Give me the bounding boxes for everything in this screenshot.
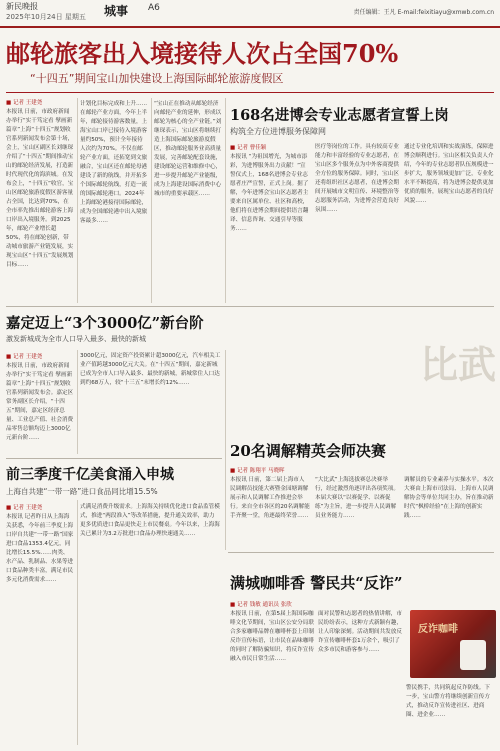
- mediators-column-2: “大比武”上海选拔赛总决赛举行，经过激烈角逐评出各项奖项。本届大赛以“以赛促学、以赛促练”为主旨，进一步提升人民调解员业务能力……: [315, 477, 399, 519]
- photo-caption-text: 反诈咖啡: [418, 624, 458, 635]
- section-title: 城事: [104, 4, 129, 18]
- coffee-headline: 满城咖啡香 警民共“反诈”: [230, 574, 403, 592]
- column-divider: [225, 98, 226, 303]
- lead-rule: [6, 92, 494, 93]
- volunteer-column-2: 医疗等岗位的工作。具有较高专业能力和丰富经验的专业志愿者，在宝山区多个服务点为中外客商提供全方位的服务保障。同时，宝山区还将组织社区志愿者，在进博会期间开展城市文明宣传、环境整治等志愿服务活动，为进博会营造良好氛围……: [315, 144, 399, 213]
- jiading-column-1: 本报讯 日前，市政府新闻办举行“实干笃定看 擘画新篇章”上海“十四五”规划收官系列新闻发布会。嘉定区常务副区长介绍，“十四五”期间，嘉定区经济总量、工业总产值、社会消费品零售总额均迈上3000亿元新台阶……: [6, 363, 74, 441]
- section-rule: [6, 306, 494, 307]
- mediators-column-3: 调解员的专业素养与实操水平。本次大赛由上海市司法局、上海市人民调解协会等单位共同主办，旨在推动新时代“枫桥经验”在上海的创新实践……: [404, 477, 494, 519]
- lead-column-1: 本报讯 日前，市政府新闻办举行“实干笃定看 擘画新篇章”上海“十四五”规划收官系列新闻发布会第十场，会上，宝山区副区长刘继琛介绍了“十四五”期间推动宝山的邮轮经济发展，打造新时代现代化的海滨城。在发布会上，“十四五”收官，宝山区邮轮旅游度假区游客量占全国，比达到70%，在全市率先推出邮轮游客上海口岸出入境服务。到2025年，邮轮产业增长超50%，将在邮轮创新，带动城市旅游产业链发展，实现宝山区“十四五”发展规划目标……: [6, 109, 74, 268]
- lead-column-3: “宝山正在推动从邮轮经济向邮轮产业的延伸，形成以邮轮为核心的全产业链。”刘继琛表示，宝山区将继续打造上海国际邮轮旅游度假区，推动邮轮服务业高质量发展，完善邮轮配套设施，建设邮轮运营和维修中心，进一步提升邮轮产业能级，成为上海建设国际消费中心城市的重要承载区……: [154, 101, 222, 197]
- column-divider: [77, 350, 78, 454]
- volunteer-byline: ■ 记者 曹佳颖: [230, 145, 267, 151]
- column-divider: [77, 98, 78, 303]
- volunteer-column-1: 本报讯 “为祖国增光，为城市添彩，为进博服务出力贡献！”宣誓仪式上，168名进博会专业志愿者庄严宣誓，正式上岗。据了解，今年进博会宝山区志愿者主要来自区属单位、社区和高校，他们将在进博会期间提供语言翻译、信息咨询、交通引导等服务……: [230, 154, 309, 232]
- section-rule: [6, 458, 222, 459]
- lead-headline: 邮轮旅客出入境接待人次占全国70%: [6, 39, 399, 68]
- coffee-column-2: 面对民警和志愿者的热情讲解，市民纷纷表示，这种方式新颖有趣，让人印象深刻。活动期间共发放反诈宣传咖啡杯套1万余个，吸引了众多市民和游客参与……: [318, 611, 402, 653]
- imports-column-1: 本报讯 记者昨日从上海海关获悉，今年前三季度上海口岸自共建“一带一路”国家进口食品1353.4亿元，同比增长15.5%……肉类、水产品、乳制品、水果等进口食品种类丰富，满足市民多元化消费需求……: [6, 514, 74, 583]
- volunteer-column-3: 通过专业化培训和实战演练，保障进博会顺利进行。宝山区相关负责人介绍，今年的专业志愿者队伍规模进一步扩大，服务领域更加广泛，专业化水平不断提高，将为进博会提供更加优质的服务，展现宝山志愿者的良好风貌……: [404, 144, 494, 204]
- editor-credit: 责任编辑：王凡 E-mail:feixitiayu@xmwb.com.cn: [353, 9, 494, 16]
- jiading-subheadline: 激发新城成为全市人口导入最多、最快的新城: [6, 335, 146, 343]
- column-divider: [151, 98, 152, 303]
- jiading-column-2: 3000亿元，固定资产投资累计超3000亿元，汽车相关工业产值跨越3000亿元大关。在“十四五”期间，嘉定新城已成为全市人口导入最多、最快的新城，新城常住人口达到约68万人，较“十三五”末增长约12%……: [80, 353, 221, 386]
- lead-column-2: 计划化目标完成和上升……在邮轮产业方面，今年上半年，邮轮接待游客数量，上海宝山口岸已接待入境游客量约50%，预计全年接待人次约为70%。不仅在邮轮产业方面，还拓宽到文旅融合，宝山区还在邮轮母港建设了新的航线，并开拓多个国际邮轮航线，打造一流的国际邮轮港口。2024年上海邮轮港接待国际邮轮，成为全国邮轮港中出入境旅客最多……: [80, 101, 148, 224]
- mediators-headline: 20名调解精英会师决赛: [230, 442, 386, 460]
- column-divider: [77, 500, 78, 745]
- calligraphy-background: 比武: [419, 342, 496, 387]
- coffee-column-3: 警民携手，共同筑起反诈防线。下一步，宝山警方将继续创新宣传方式，推动反诈宣传进社区、进商圈、进企业……: [406, 685, 490, 718]
- column-divider: [225, 350, 226, 550]
- volunteer-subheadline: 构筑全方位进博服务保障网: [230, 127, 326, 136]
- coffee-cup-photo: [410, 610, 496, 678]
- newspaper-logo: 新民晚报: [6, 2, 38, 11]
- issue-date: 2025年10月24日 星期五: [6, 13, 86, 21]
- coffee-column-1: 本报讯 日前，在第5届上海国际咖啡文化节期间，宝山区公安分局联合多家咖啡品牌在咖啡杯套上印制反诈宣传标语，让市民在品味咖啡的同时了解防骗知识，将反诈宣传融入市民日常生活……: [230, 611, 314, 662]
- jiading-headline: 嘉定迈上“3个3000亿”新台阶: [6, 315, 204, 332]
- lead-byline: ■ 记者 王建尧: [6, 100, 43, 106]
- imports-headline: 前三季度千亿美食涌入申城: [6, 467, 174, 483]
- coffee-cup-icon: [460, 640, 486, 670]
- mediators-byline: ■ 记者 陈翔平 马晓晖: [230, 468, 285, 474]
- volunteer-headline: 168名进博会专业志愿者宣誓上岗: [230, 107, 449, 124]
- jiading-byline: ■ 记者 王建尧: [6, 354, 43, 360]
- section-rule: [228, 552, 494, 553]
- page-number: A6: [148, 3, 160, 13]
- coffee-byline: ■ 记者 钱敏 通讯员 张欣: [230, 602, 292, 608]
- imports-column-2: 式满足消费升级需求。上海海关持续优化进口食品监管模式，推进“两段准入”等改革措施，提升通关效率，助力更多优质进口食品更快走上市民餐桌。今年以来，上海海关已累计为3.2万批进口食品办理快速通关……: [80, 504, 220, 537]
- lead-subheadline: “十四五”期间宝山加快建设上海国际邮轮旅游度假区: [30, 72, 284, 85]
- mediators-column-1: 本报讯 日前，第二届上海市人民调解员技能大赛暨金园塘调解展示和人民调解工作推进会举行。来自全市各区的20名调解能手齐聚一堂，角逐最终荣誉……: [230, 477, 310, 519]
- imports-subheadline: 上海自共建“一带一路”进口食品同比增15.5%: [6, 487, 158, 496]
- imports-byline: ■ 记者 王建尧: [6, 505, 43, 511]
